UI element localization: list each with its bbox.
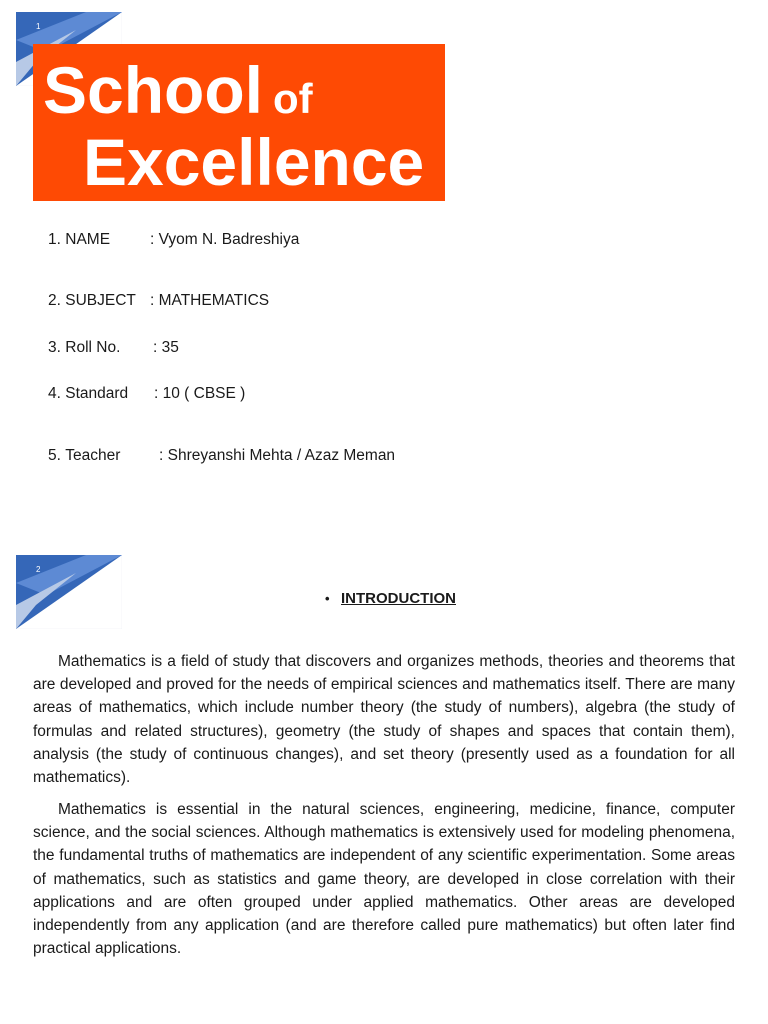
- info-row-teacher: [48, 447, 396, 465]
- page-number: 1: [36, 22, 41, 31]
- page-corner-decoration: [16, 555, 122, 629]
- info-label: Standard: [65, 385, 129, 402]
- info-label: Roll No.: [65, 339, 121, 356]
- page-number: 2: [36, 565, 41, 574]
- banner-line-2: Excellence: [83, 125, 425, 199]
- corner-ribbon-icon: [16, 555, 122, 629]
- info-number: 3.: [48, 339, 61, 356]
- info-value: : Vyom N. Badreshiya: [150, 231, 300, 248]
- info-number: 1.: [48, 231, 61, 248]
- info-value: : 10 ( CBSE ): [154, 385, 246, 402]
- bullet-icon: •: [325, 591, 330, 606]
- info-row-name: [48, 231, 300, 249]
- school-banner: [33, 44, 445, 201]
- banner-word-of: of: [273, 75, 313, 122]
- introduction-paragraph-1: Mathematics is a field of study that discovers and organizes methods, theories and theorems that are developed and proved for the needs of empirical sciences and mathematics itself. There are many areas of mathematics, which include number theory (the study of numbers), algebra (the study of formulas and related structures), geometry (the study of shapes and spaces that contain them), analysis (the study of continuous changes), and set theory (presently used as a foundation for all mathematics).: [33, 653, 735, 787]
- introduction-title: INTRODUCTION: [341, 590, 456, 607]
- info-number: 5.: [48, 447, 61, 464]
- introduction-heading: [325, 590, 456, 607]
- banner-word-school: School: [43, 53, 264, 127]
- info-number: 4.: [48, 385, 61, 402]
- info-value: : MATHEMATICS: [150, 292, 270, 309]
- info-label: NAME: [65, 231, 111, 248]
- info-value: : Shreyanshi Mehta / Azaz Meman: [159, 447, 396, 464]
- info-row-standard: [48, 385, 246, 403]
- info-number: 2.: [48, 292, 61, 309]
- info-row-roll-no: [48, 339, 179, 357]
- info-value: : 35: [153, 339, 179, 356]
- info-label: Teacher: [65, 447, 121, 464]
- introduction-paragraph-2: Mathematics is essential in the natural sciences, engineering, medicine, finance, computer science, and the social sciences. Although mathematics is extensively used for modeling phenomena, the fundamental truths of mathematics are independent of any scientific experimentation. Some areas of mathematics, such as statistics and game theory, are developed in close correlation with their applications and are often grouped under applied mathematics. Other areas are developed independently from any application (and are therefore called pure mathematics) but often later find practical applications.: [33, 801, 735, 958]
- info-label: SUBJECT: [65, 292, 136, 309]
- info-row-subject: [48, 292, 270, 310]
